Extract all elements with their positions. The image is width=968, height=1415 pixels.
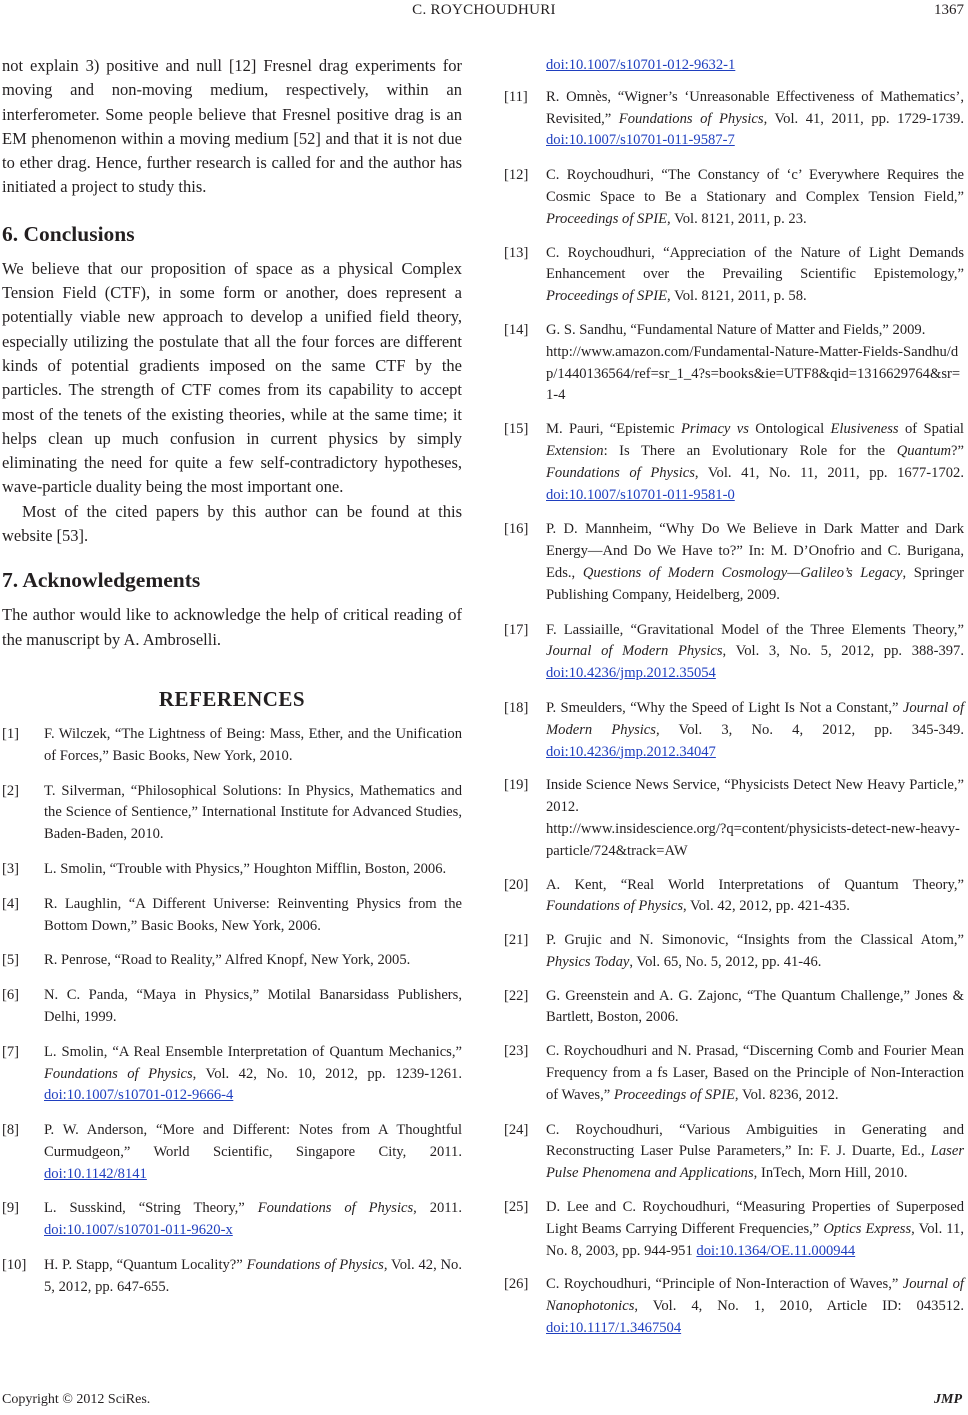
reference-continuation xyxy=(504,55,964,77)
reference-citation: : Is There an Evolutionary Role for the xyxy=(603,442,897,459)
reference-item xyxy=(504,519,964,606)
reference-citation: , Vol. 41, 2011, pp. 1729-1739. xyxy=(763,110,964,127)
reference-text xyxy=(546,320,964,407)
section-heading: 7. Acknowledgements xyxy=(2,568,201,593)
reference-item xyxy=(504,986,964,1030)
doi-link[interactable]: doi:10.1142/8141 xyxy=(44,1165,147,1182)
reference-citation: G. Greenstein and A. G. Zajonc, “The Quantum Challenge,” Jones & Bartlett, Boston, 2006. xyxy=(546,987,964,1026)
doi-link[interactable]: doi:10.1117/1.3467504 xyxy=(546,1320,682,1337)
reference-text xyxy=(546,87,964,152)
reference-text xyxy=(546,1041,964,1106)
reference-text xyxy=(546,1274,964,1339)
reference-citation: Inside Science News Service, “Physicists Detect New Heavy Particle,” 2012. xyxy=(546,777,964,816)
reference-citation: P. D. Mannheim, “Why Do We Believe in Dark Matter and Dark Energy—And Do We Have to?” In: M. D’Onofrio and C. Burigana, Eds., xyxy=(546,521,964,581)
reference-number: [25] xyxy=(504,1199,529,1216)
reference-citation: , 2011. xyxy=(413,1200,462,1217)
reference-number: [5] xyxy=(2,952,20,969)
doi-link[interactable]: doi:10.1007/s10701-012-9632-1 xyxy=(546,57,736,73)
reference-number: [9] xyxy=(2,1200,20,1217)
reference-number: [14] xyxy=(504,321,529,338)
reference-item xyxy=(504,419,964,506)
reference-citation: , Springer Publishing Company, Heidelberg, 2009. xyxy=(546,564,964,603)
journal-title: Foundations of Physics xyxy=(546,898,684,915)
body-paragraph: Most of the cited papers by this author can be found at this website [53]. xyxy=(2,501,462,546)
reference-number: [2] xyxy=(2,782,20,799)
reference-citation: P. W. Anderson, “More and Different: Notes from A Thoughtful Curmudgeon,” World Scientific, Singapore City, 2011. xyxy=(44,1122,462,1160)
journal-title: Questions of Modern Cosmology—Galileo’s Legacy xyxy=(582,564,903,581)
reference-item xyxy=(2,781,462,846)
reference-text xyxy=(44,859,462,881)
journal-title: Physics Today xyxy=(546,953,630,970)
journal-title: Journal of Nanophotonics xyxy=(546,1276,964,1315)
reference-item xyxy=(2,894,462,938)
reference-citation: M. Pauri, “Epistemic xyxy=(546,421,681,438)
reference-number: [26] xyxy=(504,1276,529,1293)
reference-url[interactable]: http://www.amazon.com/Fundamental-Nature-Matter-Fields-Sandhu/dp/1440136564/ref=sr_1_4?s=books&ie=UTF8&qid=1316629764&sr=1-4 xyxy=(546,343,961,404)
reference-item xyxy=(504,1274,964,1339)
reference-citation: , Vol. 3, No. 4, 2012, pp. 345-349. xyxy=(655,721,964,738)
reference-citation: , InTech, Morn Hill, 2010. xyxy=(753,1165,908,1182)
right-column xyxy=(504,55,964,1340)
reference-item xyxy=(504,320,964,407)
reference-citation: G. S. Sandhu, “Fundamental Nature of Matter and Fields,” 2009. xyxy=(546,321,926,338)
reference-citation: R. Omnès, “Wigner’s ‘Unreasonable Effectiveness of Mathematics’, Revisited,” xyxy=(546,88,964,127)
reference-item xyxy=(504,1120,964,1185)
reference-citation: , Vol. 65, No. 5, 2012, pp. 41-46. xyxy=(629,953,822,970)
page-header xyxy=(0,0,968,24)
journal-title: Journal of Modern Physics xyxy=(546,699,964,738)
reference-text xyxy=(44,1255,462,1299)
journal-title: Proceedings of SPIE xyxy=(613,1086,735,1103)
reference-number: [23] xyxy=(504,1043,529,1060)
left-column xyxy=(2,54,462,1299)
reference-citation: , Vol. 3, No. 5, 2012, pp. 388-397. xyxy=(722,643,965,660)
reference-citation: C. Roychoudhuri, “Various Ambiguities in Generating and Reconstructing Laser Pulse Parameters,” In: F. J. Duarte, Ed., xyxy=(546,1121,964,1160)
reference-citation: of Spatial xyxy=(898,421,964,438)
reference-text xyxy=(546,775,964,862)
section-heading: 6. Conclusions xyxy=(2,221,135,246)
reference-number: [18] xyxy=(504,699,529,716)
reference-text xyxy=(546,419,964,506)
reference-text xyxy=(44,1198,462,1242)
journal-title: Foundations of Physics xyxy=(246,1257,384,1274)
reference-citation: ?” xyxy=(951,442,964,459)
reference-citation: C. Roychoudhuri, “Principle of Non-Interaction of Waves,” xyxy=(546,1276,903,1293)
journal-title: Optics Express xyxy=(823,1220,912,1237)
reference-number: [1] xyxy=(2,725,20,742)
body-paragraph: The author would like to acknowledge the help of critical reading of the manuscript by A. Ambroselli. xyxy=(2,605,462,649)
reference-list xyxy=(2,724,462,1299)
reference-text xyxy=(546,165,964,230)
reference-citation: H. P. Stapp, “Quantum Locality?” xyxy=(44,1257,247,1274)
reference-citation: D. Lee and C. Roychoudhuri, “Measuring Properties of Superposed Light Beams Carrying Different Frequencies,” xyxy=(546,1199,964,1237)
reference-number: [4] xyxy=(2,895,20,912)
journal-abbrev: JMP xyxy=(934,1392,962,1407)
references-heading: REFERENCES xyxy=(158,686,306,711)
reference-citation: P. Smeulders, “Why the Speed of Light Is Not a Constant,” xyxy=(546,699,903,716)
reference-text xyxy=(44,950,462,972)
doi-link[interactable]: doi:10.1007/s10701-012-9666-4 xyxy=(44,1087,234,1104)
body-paragraph: not explain 3) positive and null [12] Fresnel drag experiments for moving and non-moving medium, respectively, within an interferometer. Some people believe that Fresnel positive drag is an EM phenomenon within a moving medium [52] and that it is not due to ether drag. Hence, further research is called for and the author has initiated a project to study this. xyxy=(2,56,462,197)
doi-link[interactable]: doi:10.1007/s10701-011-9581-0 xyxy=(546,486,735,503)
reference-text xyxy=(546,698,964,763)
reference-citation: , Vol. 42, No. 10, 2012, pp. 1239-1261. xyxy=(192,1065,462,1082)
journal-title: Foundations of Physics xyxy=(546,464,695,481)
reference-text xyxy=(44,724,462,768)
reference-citation: , Vol. 4, No. 1, 2010, Article ID: 043512. xyxy=(634,1298,964,1315)
reference-item xyxy=(504,243,964,308)
reference-item xyxy=(2,985,462,1029)
reference-item xyxy=(2,1255,462,1299)
reference-number: [16] xyxy=(504,521,529,538)
reference-item xyxy=(2,1120,462,1185)
reference-citation: , Vol. 8121, 2011, p. 58. xyxy=(667,288,807,305)
reference-citation: R. Laughlin, “A Different Universe: Reinventing Physics from the Bottom Down,” Basic Books, New York, 2006. xyxy=(44,895,462,934)
reference-citation: , Vol. 8121, 2011, p. 23. xyxy=(667,210,807,227)
reference-number: [20] xyxy=(504,876,529,893)
reference-number: [22] xyxy=(504,987,529,1004)
reference-number: [15] xyxy=(504,421,529,438)
reference-text xyxy=(546,620,964,685)
reference-item xyxy=(504,698,964,763)
reference-item xyxy=(504,875,964,919)
reference-citation: F. Lassiaille, “Gravitational Model of the Three Elements Theory,” xyxy=(546,621,964,638)
reference-text xyxy=(546,243,964,308)
reference-item xyxy=(504,775,964,862)
body-paragraph: We believe that our proposition of space as a physical Complex Tension Field (CTF), in some form or another, does represent a potentially viable new approach to develop a unified field theory, especially utilizing the postulate that all the four forces are different kinds of potential gradients imposed on the same CTF by the particles. The strength of CTF comes from its capability to accept most of the tenets of the existing theories, while at the same time; it helps clean up much confusion in current physics by simply eliminating the need for quite a few self-contradictory hypotheses, wave-particle duality being the most important one. xyxy=(2,258,462,497)
reference-number: [24] xyxy=(504,1121,529,1138)
reference-text xyxy=(44,1042,462,1107)
reference-citation: , Vol. 8236, 2012. xyxy=(734,1086,839,1103)
reference-text xyxy=(546,1197,964,1262)
reference-text xyxy=(44,781,462,846)
reference-number: [21] xyxy=(504,932,529,949)
reference-item xyxy=(2,859,462,881)
reference-item xyxy=(504,87,964,152)
doi-link[interactable]: doi:10.1364/OE.11.000944 xyxy=(696,1242,856,1259)
reference-citation: , Vol. 11, No. 8, 2003, pp. 944-951 xyxy=(546,1220,964,1259)
reference-url[interactable]: http://www.insidescience.org/?q=content/physicists-detect-new-heavy-particle/724&track=AW xyxy=(546,820,960,859)
reference-number: [13] xyxy=(504,244,529,261)
reference-item xyxy=(2,1198,462,1242)
doi-link[interactable]: doi:10.1007/s10701-011-9587-7 xyxy=(546,132,735,149)
reference-item xyxy=(504,1041,964,1106)
journal-title: Foundations of Physics xyxy=(257,1200,414,1217)
journal-title: Foundations of Physics xyxy=(44,1065,193,1082)
reference-text xyxy=(546,519,964,606)
reference-number: [8] xyxy=(2,1122,20,1139)
reference-citation: C. Roychoudhuri and N. Prasad, “Discerning Comb and Fourier Mean Frequency from a fs Laser, Based on the Principle of Non-Interaction of Waves,” xyxy=(546,1043,964,1103)
journal-title: Foundations of Physics xyxy=(618,110,764,127)
reference-number: [11] xyxy=(504,88,528,105)
reference-text xyxy=(44,985,462,1029)
doi-link[interactable]: doi:10.4236/jmp.2012.35054 xyxy=(546,665,716,682)
reference-number: [17] xyxy=(504,621,529,638)
reference-citation: N. C. Panda, “Maya in Physics,” Motilal Banarsidass Publishers, Delhi, 1999. xyxy=(44,987,462,1025)
reference-number: [6] xyxy=(2,987,20,1004)
italic-term: Quantum xyxy=(896,442,952,459)
reference-text xyxy=(546,875,964,919)
italic-term: Elusiveness xyxy=(830,421,899,438)
reference-item xyxy=(2,1042,462,1107)
reference-item xyxy=(504,930,964,974)
journal-title: Journal of Modern Physics xyxy=(546,643,723,660)
reference-number: [3] xyxy=(2,860,20,877)
reference-number: [10] xyxy=(2,1257,27,1274)
journal-title: Proceedings of SPIE xyxy=(546,210,668,227)
reference-number: [12] xyxy=(504,167,529,184)
reference-text xyxy=(44,894,462,938)
journal-title: Proceedings of SPIE xyxy=(546,288,668,305)
journal-title: Laser Pulse Phenomena and Applications xyxy=(546,1143,964,1182)
reference-item xyxy=(2,950,462,972)
doi-link[interactable]: doi:10.1007/s10701-011-9620-x xyxy=(44,1222,233,1239)
reference-citation: , Vol. 41, No. 11, 2011, pp. 1677-1702. xyxy=(694,464,964,481)
reference-citation: L. Smolin, “A Real Ensemble Interpretation of Quantum Mechanics,” xyxy=(44,1043,462,1060)
copyright-notice: Copyright © 2012 SciRes. xyxy=(2,1392,151,1407)
reference-text xyxy=(546,986,964,1030)
reference-item xyxy=(504,165,964,230)
reference-citation: F. Wilczek, “The Lightness of Being: Mass, Ether, and the Unification of Forces,” Basic Books, New York, 2010. xyxy=(44,725,462,764)
reference-citation: Ontological xyxy=(748,421,831,438)
reference-list xyxy=(504,87,964,1340)
reference-citation: , Vol. 42, 2012, pp. 421-435. xyxy=(683,898,850,915)
reference-item xyxy=(2,724,462,768)
reference-text xyxy=(44,1120,462,1185)
running-head-author: C. ROYCHOUDHURI xyxy=(412,2,556,18)
reference-text xyxy=(546,1120,964,1185)
reference-citation: R. Penrose, “Road to Reality,” Alfred Knopf, New York, 2005. xyxy=(44,952,411,969)
reference-text xyxy=(546,930,964,974)
italic-term: Extension xyxy=(546,442,604,459)
italic-term: Primacy vs xyxy=(680,421,749,438)
reference-citation: L. Smolin, “Trouble with Physics,” Houghton Mifflin, Boston, 2006. xyxy=(44,860,447,877)
reference-number: [7] xyxy=(2,1043,20,1060)
reference-citation: C. Roychoudhuri, “Appreciation of the Nature of Light Demands Enhancement over the Prevailing Scientific Epistemology,” xyxy=(546,244,964,283)
page-number: 1367 xyxy=(934,2,964,18)
reference-citation: C. Roychoudhuri, “The Constancy of ‘c’ Everywhere Requires the Cosmic Space to Be a Stationary and Complex Tension Field,” xyxy=(546,167,964,205)
reference-number: [19] xyxy=(504,777,529,794)
reference-item xyxy=(504,620,964,685)
reference-citation: L. Susskind, “String Theory,” xyxy=(44,1200,258,1217)
reference-citation: T. Silverman, “Philosophical Solutions: In Physics, Mathematics and the Science of Sentience,” International Institute for Advanced Studies, Baden-Baden, 2010. xyxy=(44,782,462,843)
reference-citation: A. Kent, “Real World Interpretations of Quantum Theory,” xyxy=(546,876,964,893)
reference-item xyxy=(504,1197,964,1262)
reference-citation: P. Grujic and N. Simonovic, “Insights from the Classical Atom,” xyxy=(546,932,964,949)
doi-link[interactable]: doi:10.4236/jmp.2012.34047 xyxy=(546,743,716,760)
reference-citation: , Vol. 42, No. 5, 2012, pp. 647-655. xyxy=(44,1257,462,1295)
